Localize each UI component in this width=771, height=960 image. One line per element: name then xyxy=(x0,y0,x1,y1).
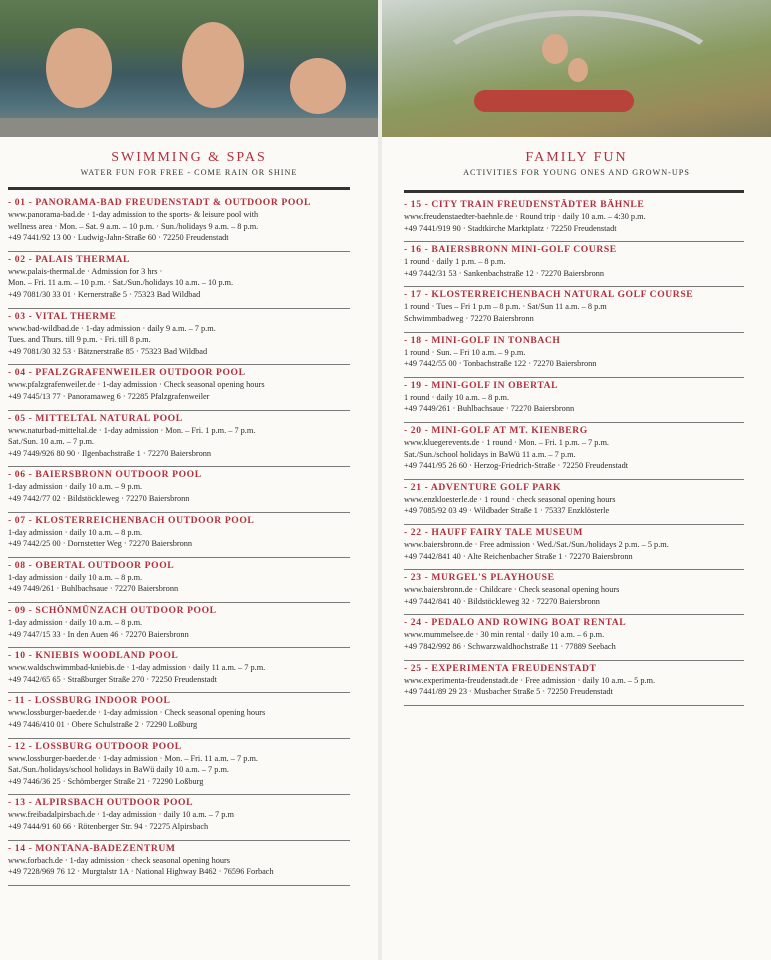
entry-title: - 25 - EXPERIMENTA FREUDENSTADT xyxy=(404,662,597,674)
entry-title: - 03 - VITAL THERME xyxy=(8,310,117,322)
entry-line: www.bad-wildbad.de · 1-day admission · daily 9 a.m. – 7 p.m. xyxy=(8,323,216,333)
entry-line: Tues. and Thurs. till 9 p.m. · Fri. till 8 p.m. xyxy=(8,335,151,345)
swimming-column xyxy=(0,0,378,960)
coaster-sled xyxy=(474,90,634,112)
entry-line: 1-day admission · daily 10 a.m. – 9 p.m. xyxy=(8,482,143,492)
listing-entry xyxy=(8,366,350,410)
entry-title: - 21 - ADVENTURE GOLF PARK xyxy=(404,481,562,493)
entry-line: +49 7441/92 13 00 · Ludwig-Jahn-Straße 60 · 72250 Freudenstadt xyxy=(8,233,229,243)
entry-line: www.baiersbronn.de · Free admission · Wed./Sat./Sun./holidays 2 p.m. – 5 p.m. xyxy=(404,540,669,549)
entry-title: - 13 - ALPIRSBACH OUTDOOR POOL xyxy=(8,797,194,809)
entry-line: www.waldschwimmbad-kniebis.de · 1-day admission · daily 11 a.m. – 7 p.m. xyxy=(8,663,266,673)
entry-details xyxy=(8,209,350,244)
listing-entry xyxy=(404,481,744,525)
entry-title: - 02 - PALAIS THERMAL xyxy=(8,253,131,265)
entry-details xyxy=(8,572,350,595)
entry-details xyxy=(8,617,350,640)
listing-entry xyxy=(404,526,744,570)
entry-line: +49 7442/65 65 · Straßburger Straße 270 · 72250 Freudenstadt xyxy=(8,674,217,684)
entry-line: +49 7446/410 01 · Obere Schulstraße 2 · 72290 Loßburg xyxy=(8,719,198,729)
entry-line: +49 7447/15 33 · In den Auen 46 · 72270 Baiersbronn xyxy=(8,629,189,639)
entry-title: - 18 - MINI-GOLF IN TONBACH xyxy=(404,334,561,346)
entry-title: - 07 - KLOSTERREICHENBACH OUTDOOR POOL xyxy=(8,514,255,526)
entry-line: www.pfalzgrafenweiler.de · 1-day admission · Check seasonal opening hours xyxy=(8,380,265,390)
entry-line: +49 7442/25 00 · Dornstetter Weg · 72270 Baiersbronn xyxy=(8,539,193,549)
entry-line: +49 7085/92 03 49 · Wildbader Straße 1 · 75337 Enzklösterle xyxy=(404,506,610,516)
entry-title: - 24 - PEDALO AND ROWING BOAT RENTAL xyxy=(404,617,627,629)
entry-title: - 15 - CITY TRAIN FREUDENSTÄDTER BÄHNLE xyxy=(404,199,645,210)
entry-line: www.freibadalpirsbach.de · 1-day admission · daily 10 a.m. – 7 p.m xyxy=(8,810,234,820)
listing-entry xyxy=(8,412,350,468)
entry-line: www.palais-thermal.de · Admission for 3 hrs · xyxy=(8,266,163,276)
entry-line: www.lossburger-baeder.de · 1-day admission · Mon. – Fri. 11 a.m. – 7 p.m. xyxy=(8,753,259,763)
listing-entry xyxy=(8,253,350,309)
entry-line: +49 7081/30 33 01 · Kernerstraße 5 · 75323 Bad Wildbad xyxy=(8,289,201,299)
entry-title: - 10 - KNIEBIS WOODLAND POOL xyxy=(8,650,179,662)
entry-title: - 19 - MINI-GOLF IN OBERTAL xyxy=(404,379,559,391)
entry-line: +49 7442/55 00 · Tonbachstraße 122 · 72270 Baiersbronn xyxy=(404,359,597,369)
entry-title: - 01 - PANORAMA-BAD FREUDENSTADT & OUTDOOR POOL xyxy=(8,197,311,208)
listing-entry xyxy=(404,662,744,706)
entry-line: 1-day admission · daily 10 a.m. – 8 p.m. xyxy=(8,527,143,537)
entry-line: 1 round · Sun. – Fri 10 a.m. – 9 p.m. xyxy=(404,347,526,357)
entry-details xyxy=(404,211,744,234)
entry-details xyxy=(8,809,350,832)
entry-line: www.lossburger-baeder.de · 1-day admission · Check seasonal opening hours xyxy=(8,708,266,718)
entry-details xyxy=(8,527,350,550)
entry-details xyxy=(8,753,350,788)
entry-details xyxy=(404,629,744,652)
listing-entry xyxy=(404,424,744,480)
entry-line: +49 7449/261 · Buhlbachsaue · 72270 Baiersbronn xyxy=(404,404,575,414)
family-heading xyxy=(382,150,771,177)
entry-line: wellness area · Mon. – Sat. 9 a.m. – 10 p.m. · Sun./holidays 9 a.m. – 8 p.m. xyxy=(8,221,259,231)
entry-line: Sat./Sun./holidays/school holidays in BaWü daily 10 a.m. – 7 p.m. xyxy=(8,765,230,775)
entry-line: www.mummelsee.de · 30 min rental · daily 10 a.m. – 6 p.m. xyxy=(404,630,605,640)
swimming-heading xyxy=(0,150,378,177)
entry-details xyxy=(8,855,350,878)
listing-entry xyxy=(404,243,744,287)
entry-title: - 12 - LOSSBURG OUTDOOR POOL xyxy=(8,740,182,752)
entry-line: +49 7442/31 53 · Sankenbachstraße 12 · 72270 Baiersbronn xyxy=(404,268,605,278)
entry-details xyxy=(8,379,350,402)
entry-line: +49 7449/261 · Buhlbachsaue · 72270 Baiersbronn xyxy=(8,584,179,594)
entry-line: 1 round · Tues – Fri 1 p.m – 8 p.m. · Sat/Sun 11 a.m. – 8 p.m xyxy=(404,302,607,312)
entry-title: - 11 - LOSSBURG INDOOR POOL xyxy=(8,695,171,707)
entry-line: 1 round · daily 10 a.m. – 8 p.m. xyxy=(404,392,510,402)
listing-entry xyxy=(8,842,350,886)
entry-title: - 05 - MITTELTAL NATURAL POOL xyxy=(8,412,183,424)
entry-line: Mon. – Fri. 11 a.m. – 10 p.m. · Sat./Sun./holidays 10 a.m. – 10 p.m. xyxy=(8,278,234,288)
entry-details xyxy=(404,347,744,370)
entry-line: 1 round · daily 1 p.m. – 8 p.m. xyxy=(404,257,506,267)
listing-entry xyxy=(8,604,350,648)
listing-entry xyxy=(8,649,350,693)
divider xyxy=(8,187,350,190)
listing-entry xyxy=(8,559,350,603)
entry-line: +49 7442/841 40 · Bildstöckleweg 32 · 72270 Baiersbronn xyxy=(404,596,600,606)
entry-line: +49 7842/992 86 · Schwarzwaldhochstraße 11 · 77889 Seebach xyxy=(404,641,616,651)
entry-line: +49 7446/36 25 · Schömberger Straße 21 · 72290 Loßburg xyxy=(8,776,204,786)
rider-face xyxy=(542,34,568,64)
entry-details xyxy=(8,707,350,730)
entry-details xyxy=(404,301,744,324)
entry-details xyxy=(8,323,350,358)
entry-details xyxy=(404,256,744,279)
family-photo xyxy=(382,0,771,137)
child-face xyxy=(46,28,112,108)
entry-details xyxy=(404,392,744,415)
entry-line: +49 7441/89 29 23 · Musbacher Straße 5 · 72250 Freudenstadt xyxy=(404,687,613,697)
listing-entry xyxy=(8,196,350,252)
entry-line: www.forbach.de · 1-day admission · check seasonal opening hours xyxy=(8,855,231,865)
entry-line: +49 7441/919 90 · Stadtkirche Marktplatz · 72250 Freudenstadt xyxy=(404,223,617,233)
listing-entry xyxy=(8,468,350,512)
entry-details xyxy=(8,662,350,685)
entry-details xyxy=(8,481,350,504)
entry-title: - 14 - MONTANA-BADEZENTRUM xyxy=(8,842,176,854)
entry-details xyxy=(404,494,744,517)
section-title: FAMILY FUN xyxy=(525,150,628,165)
entry-line: +49 7442/841 40 · Alte Reichenbacher Straße 1 · 72270 Baiersbronn xyxy=(404,551,633,561)
entry-line: +49 7442/77 02 · Bildstöckleweg · 72270 Baiersbronn xyxy=(8,493,190,503)
listing-entry xyxy=(404,288,744,332)
family-column xyxy=(382,0,771,960)
listing-entry xyxy=(404,198,744,242)
divider xyxy=(404,190,744,193)
child-face xyxy=(182,22,244,108)
entry-title: - 09 - SCHÖNMÜNZACH OUTDOOR POOL xyxy=(8,605,217,616)
listing-entry xyxy=(8,694,350,738)
entry-line: www.kluegerevents.de · 1 round · Mon. – Fri. 1 p.m. – 7 p.m. xyxy=(404,438,610,447)
section-title: SWIMMING & SPAS xyxy=(111,150,267,165)
child-face xyxy=(290,58,346,114)
rider-face xyxy=(568,58,588,82)
listing-entry xyxy=(8,740,350,796)
listing-entry xyxy=(404,379,744,423)
entry-details xyxy=(404,584,744,607)
listing-entry xyxy=(8,796,350,840)
listing-entry xyxy=(404,571,744,615)
entry-line: +49 7081/30 32 53 · Bätznerstraße 85 · 75323 Bad Wildbad xyxy=(8,346,208,356)
entry-details xyxy=(404,539,744,562)
entry-line: +49 7444/91 60 66 · Rötenberger Str. 94 · 72275 Alpirsbach xyxy=(8,821,209,831)
listing-entry xyxy=(404,334,744,378)
entry-line: www.freudenstaedter-baehnle.de · Round trip · daily 10 a.m. – 4:30 p.m. xyxy=(404,212,646,221)
entry-line: +49 7445/13 77 · Panoramaweg 6 · 72285 Pfalzgrafenweiler xyxy=(8,391,210,401)
section-subtitle: ACTIVITIES FOR YOUNG ONES AND GROWN-UPS xyxy=(463,168,690,177)
entry-line: www.enzkloesterle.de · 1 round · check seasonal opening hours xyxy=(404,494,616,504)
entry-line: www.experimenta-freudenstadt.de · Free admission · daily 10 a.m. – 5 p.m. xyxy=(404,675,656,685)
pool-edge xyxy=(0,118,378,137)
entry-title: - 17 - KLOSTERREICHENBACH NATURAL GOLF COURSE xyxy=(404,289,694,301)
entry-line: 1-day admission · daily 10 a.m. – 8 p.m. xyxy=(8,572,143,582)
entry-title: - 23 - MURGEL'S PLAYHOUSE xyxy=(404,572,555,584)
entry-title: - 20 - MINI-GOLF AT MT. KIENBERG xyxy=(404,425,588,436)
entry-details xyxy=(8,266,350,301)
listing-entry xyxy=(404,616,744,660)
entry-line: www.baiersbronn.de · Childcare · Check seasonal opening hours xyxy=(404,585,620,595)
section-subtitle: WATER FUN FOR FREE - COME RAIN OR SHINE xyxy=(80,168,298,177)
entry-title: - 04 - PFALZGRAFENWEILER OUTDOOR POOL xyxy=(8,367,246,379)
entry-line: www.panorama-bad.de · 1-day admission to the sports- & leisure pool with xyxy=(8,210,259,219)
entry-details xyxy=(404,675,744,698)
entry-line: Sat./Sun./school holidays in BaWü 11 a.m. – 7 p.m. xyxy=(404,449,576,459)
entry-details xyxy=(8,425,350,460)
listing-entry xyxy=(8,310,350,366)
entry-line: www.naturbad-mitteltal.de · 1-day admission · Mon. – Fri. 1 p.m. – 7 p.m. xyxy=(8,425,256,435)
entry-title: - 06 - BAIERSBRONN OUTDOOR POOL xyxy=(8,469,202,481)
entry-line: 1-day admission · daily 10 a.m. – 8 p.m. xyxy=(8,618,143,627)
entry-title: - 08 - OBERTAL OUTDOOR POOL xyxy=(8,559,175,571)
listing-entry xyxy=(8,514,350,558)
entry-line: Schwimmbadweg · 72270 Baiersbronn xyxy=(404,313,534,323)
entry-line: +49 7228/969 76 12 · Murgtalstr 1A · National Highway B462 · 76596 Forbach xyxy=(8,867,274,877)
entry-title: - 16 - BAIERSBRONN MINI-GOLF COURSE xyxy=(404,244,617,256)
entry-line: Sat./Sun. 10 a.m. – 7 p.m. xyxy=(8,437,94,447)
entry-line: +49 7449/926 80 90 · Ilgenbachstraße 1 · 72270 Baiersbronn xyxy=(8,448,212,458)
entry-title: - 22 - HAUFF FAIRY TALE MUSEUM xyxy=(404,527,583,538)
entry-line: +49 7441/95 26 60 · Herzog-Friedrich-Straße · 72250 Freudenstadt xyxy=(404,461,629,471)
swimming-photo xyxy=(0,0,378,137)
entry-details xyxy=(404,437,744,472)
